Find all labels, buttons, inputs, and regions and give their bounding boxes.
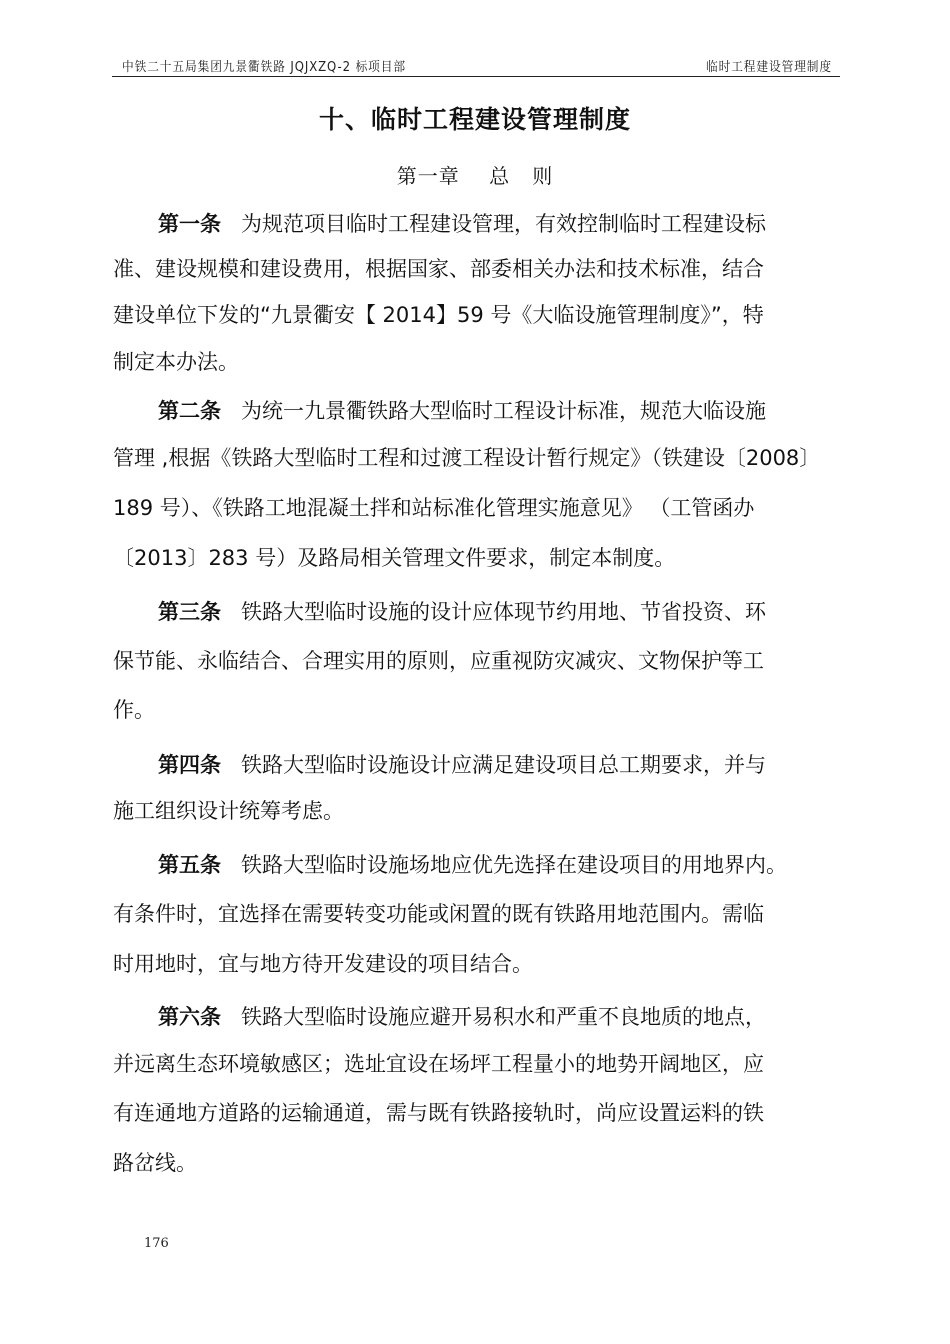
article-text: 铁路大型临时设施的设计应体现节约用地、节省投资、环 [241, 600, 766, 624]
article-label: 第六条 [158, 1005, 221, 1029]
article-line: 管理 ,根据《铁路大型临时工程和过渡工程设计暂行规定》（铁建设〔2008〕 [113, 446, 821, 470]
document-title: 十、临时工程建设管理制度 [318, 105, 631, 134]
article-line: 时用地时，宜与地方待开发建设的项目结合。 [113, 952, 533, 976]
article-line [158, 1002, 766, 1032]
header-document-name: 临时工程建设管理制度 [705, 60, 832, 75]
article-label: 第四条 [158, 753, 221, 777]
article-line: 〔2013〕283 号）及路局相关管理文件要求，制定本制度。 [113, 546, 676, 570]
chapter-heading: 第一章 总 则 [396, 164, 554, 188]
article-line: 189 号）、《铁路工地混凝土拌和站标准化管理实施意见》 （工管函办 [113, 496, 755, 520]
article-line: 准、建设规模和建设费用，根据国家、部委相关办法和技术标准，结合 [113, 257, 764, 281]
article-text: 铁路大型临时设施场地应优先选择在建设项目的用地界内。 [241, 853, 787, 877]
article-text: 铁路大型临时设施设计应满足建设项目总工期要求，并与 [241, 753, 766, 777]
article-line: 有条件时，宜选择在需要转变功能或闲置的既有铁路用地范围内。需临 [113, 902, 764, 926]
article-label: 第二条 [158, 399, 221, 423]
article-line: 有连通地方道路的运输通道，需与既有铁路接轨时，尚应设置运料的铁 [113, 1101, 764, 1125]
article-label: 第一条 [158, 212, 221, 236]
article-line [158, 750, 766, 780]
page-header [112, 56, 840, 77]
page-number: 176 [144, 1236, 169, 1251]
article-line [158, 396, 766, 426]
article-line: 建设单位下发的“九景衢安【 2014】59 号《大临设施管理制度》”，特 [113, 303, 764, 327]
article-line: 保节能、永临结合、合理实用的原则，应重视防灾减灾、文物保护等工 [113, 649, 764, 673]
header-project-name: 中铁二十五局集团九景衢铁路 JQJXZQ-2 标项目部 [122, 60, 406, 75]
article-line [158, 850, 787, 880]
article-text: 为统一九景衢铁路大型临时工程设计标准，规范大临设施 [241, 399, 766, 423]
article-label: 第三条 [158, 600, 221, 624]
article-label: 第五条 [158, 853, 221, 877]
article-line: 作。 [113, 698, 155, 722]
article-text: 为规范项目临时工程建设管理，有效控制临时工程建设标 [241, 212, 766, 236]
article-line [158, 597, 766, 627]
article-line: 并远离生态环境敏感区；选址宜设在场坪工程量小的地势开阔地区，应 [113, 1052, 764, 1076]
article-text: 铁路大型临时设施应避开易积水和严重不良地质的地点， [241, 1005, 766, 1029]
article-line: 路岔线。 [113, 1151, 197, 1175]
article-line [158, 209, 766, 239]
article-line: 施工组织设计统筹考虑。 [113, 799, 344, 823]
article-line: 制定本办法。 [113, 350, 239, 374]
